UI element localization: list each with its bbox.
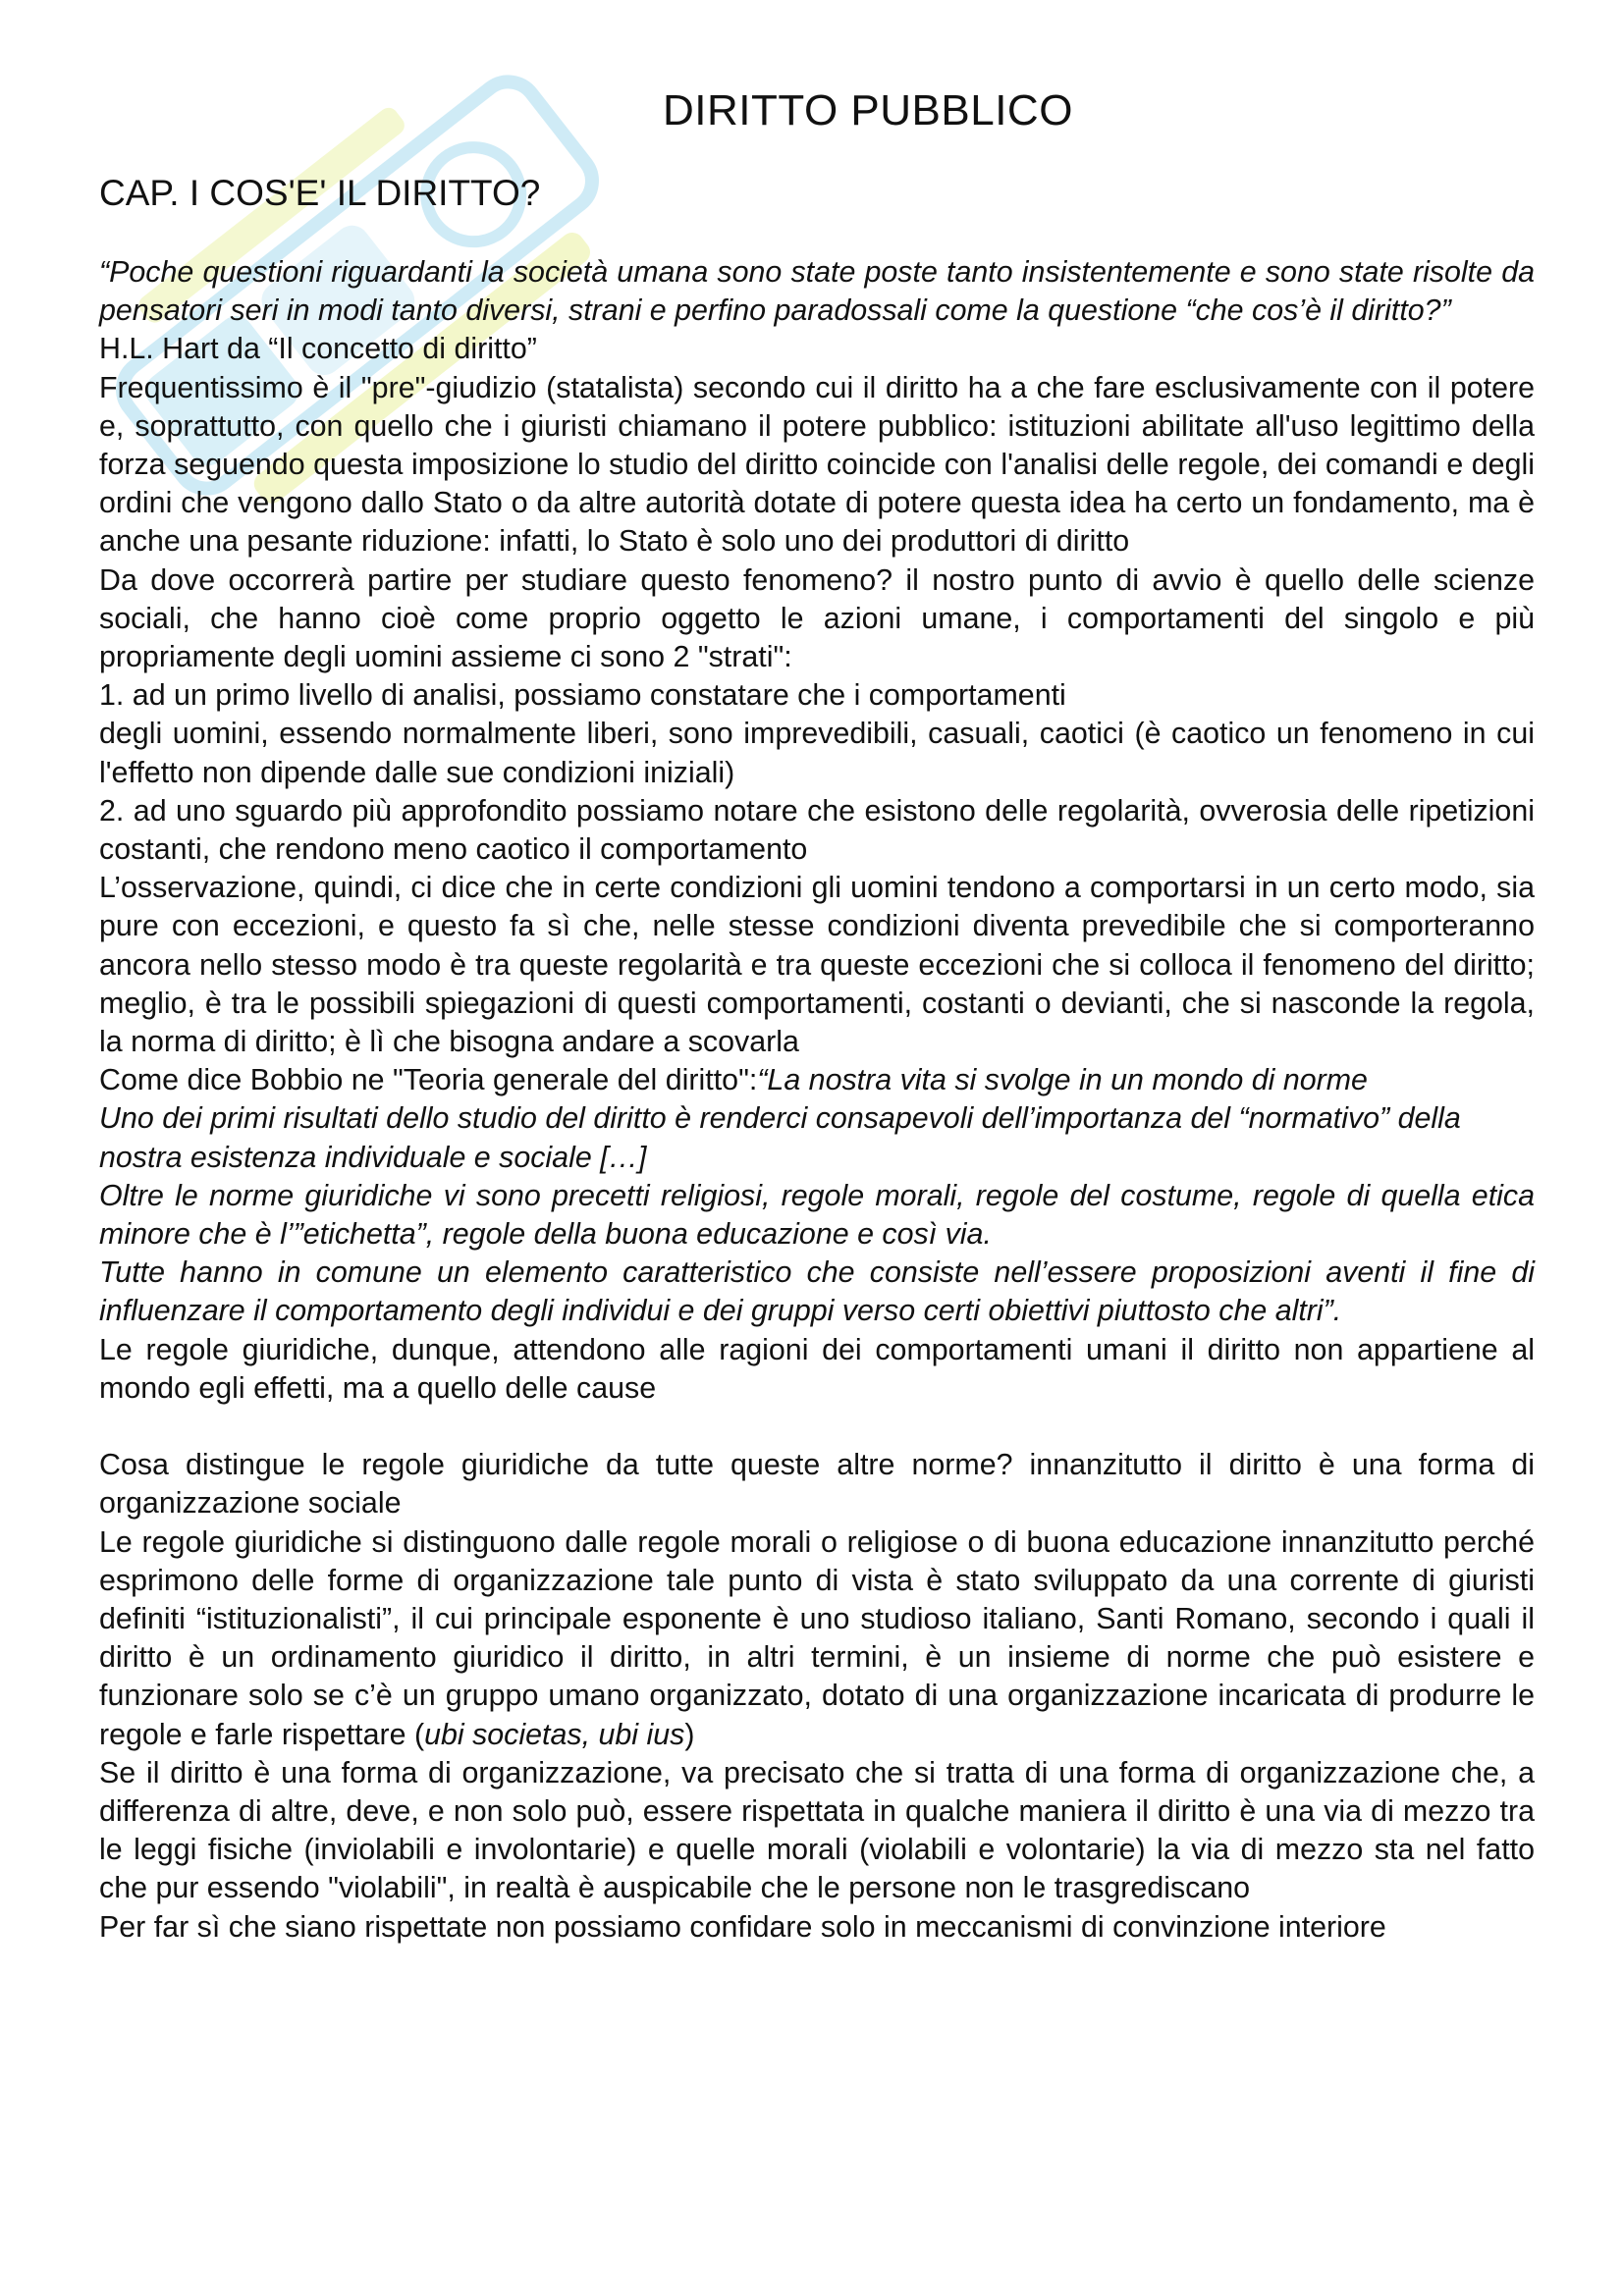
paragraph-bobbio-quote-1: Uno dei primi risultati dello studio del diritto è renderci consapevoli dell’importanza del “normativo” della nostra esistenza individuale e sociale […] <box>99 1101 1461 1174</box>
paragraph-bobbio-quote-3: Tutte hanno in comune un elemento caratteristico che consiste nell’essere proposizioni aventi il fine di influenzare il comportamento degli individui e dei gruppi verso certi obiettivi piuttosto che altri”. <box>99 1255 1535 1328</box>
chapter-title: CAP. I COS'E' IL DIRITTO? <box>99 173 541 213</box>
paragraph-interior-conviction: Per far sì che siano rispettate non possiamo confidare solo in meccanismi di convinzione interiore <box>99 1909 1386 1944</box>
paragraph-bobbio-intro <box>99 1061 1535 1099</box>
paragraph-legal-rules-causes: Le regole giuridiche, dunque, attendono alle ragioni dei comportamenti umani il diritto non appartiene al mondo egli effetti, ma a quello delle cause <box>99 1332 1535 1405</box>
list-item-first-level: 1. ad un primo livello di analisi, possiamo constatare che i comportamenti <box>99 678 1066 713</box>
paragraph-gap <box>99 1408 1535 1446</box>
paragraph-organization-respect: Se il diritto è una forma di organizzazione, va precisato che si tratta di una forma di organizzazione che, a differenza di altre, deve, e non solo può, essere rispettata in qualche maniera il diritto è una via di mezzo tra le leggi fisiche (inviolabili e involontarie) e quelle morali (violabili e volontarie) la via di mezzo sta nel fatto che pur essendo "violabili", in realtà è auspicabile che le persone non le trasgrediscano <box>99 1755 1535 1905</box>
institutionalists-text: Le regole giuridiche si distinguono dalle regole morali o religiose o di buona educazione innanzitutto perché esprimono delle forme di organizzazione tale punto di vista è stato sviluppato da una corrente di giuristi definiti “istituzionalisti”, il cui principale esponente è uno studioso italiano, Santi Romano, secondo i quali il diritto è un ordinamento giuridico il diritto, in altri termini, è un insieme di norme che può esistere e funzionare solo se c’è un gruppo umano organizzato, dotato di una organizzazione incaricata di produrre le regole e farle rispettare ( <box>99 1524 1535 1751</box>
bobbio-intro-text: Come dice Bobbio ne "Teoria generale del diritto": <box>99 1063 758 1097</box>
paragraph-institutionalists <box>99 1523 1535 1754</box>
paragraph-starting-point: Da dove occorrerà partire per studiare questo fenomeno? il nostro punto di avvio è quello delle scienze sociali, che hanno cioè come proprio oggetto le azioni umane, i comportamenti del singolo e più propriamente degli uomini assieme ci sono 2 "strati": <box>99 562 1535 674</box>
paragraph-hart-citation: H.L. Hart da “Il concetto di diritto” <box>99 332 537 366</box>
document-title: DIRITTO PUBBLICO <box>663 86 1073 134</box>
document-body <box>99 253 1535 1947</box>
paragraph-hart-quote: “Poche questioni riguardanti la società umana sono state poste tanto insistentemente e sono state risolte da pensatori seri in modi tanto diversi, strani e perfino paradossali come la questione “che cos’è il diritto?” <box>99 255 1535 328</box>
list-item-second-level: 2. ad uno sguardo più approfondito possiamo notare che esistono delle regolarità, ovverosia delle ripetizioni costanti, che rendono meno caotico il comportamento <box>99 793 1535 867</box>
paragraph-observation: L’osservazione, quindi, ci dice che in certe condizioni gli uomini tendono a comportarsi in un certo modo, sia pure con eccezioni, e questo fa sì che, nelle stesse condizioni diventa prevedibile che si comporteranno ancora nello stesso modo è tra queste regolarità e tra queste eccezioni che si colloca il fenomeno del diritto; meglio, è tra le possibili spiegazioni di questi comportamenti, costanti o devianti, che si nasconde la regola, la norma di diritto; è lì che bisogna andare a scovarla <box>99 871 1535 1059</box>
latin-maxim: ubi societas, ubi ius <box>424 1717 685 1751</box>
paragraph-statalist-prejudice: Frequentissimo è il "pre"-giudizio (statalista) secondo cui il diritto ha a che fare esclusivamente con il potere e, soprattutto, con quello che i giuristi chiamano il potere pubblico: istituzioni abilitate all'uso legittimo della forza seguendo questa imposizione lo studio del diritto coincide con l'analisi delle regole, dei comandi e degli ordini che vengono dallo Stato o da altre autorità dotate di potere questa idea ha certo un fondamento, ma è anche una pesante riduzione: infatti, lo Stato è solo uno dei produttori di diritto <box>99 370 1535 559</box>
paragraph-bobbio-quote-2: Oltre le norme giuridiche vi sono precetti religiosi, regole morali, regole del costume, regole di quella etica minore che è l’”etichetta”, regole della buona educazione e così via. <box>99 1178 1535 1252</box>
closing-paren: ) <box>684 1717 695 1751</box>
paragraph-first-level-continued: degli uomini, essendo normalmente liberi, sono imprevedibili, casuali, caotici (è caotico un fenomeno in cui l'effetto non dipende dalle sue condizioni iniziali) <box>99 717 1535 789</box>
paragraph-what-distinguishes: Cosa distingue le regole giuridiche da tutte queste altre norme? innanzitutto il diritto è una forma di organizzazione sociale <box>99 1448 1535 1521</box>
bobbio-quote-start: “La nostra vita si svolge in un mondo di norme <box>757 1063 1368 1097</box>
